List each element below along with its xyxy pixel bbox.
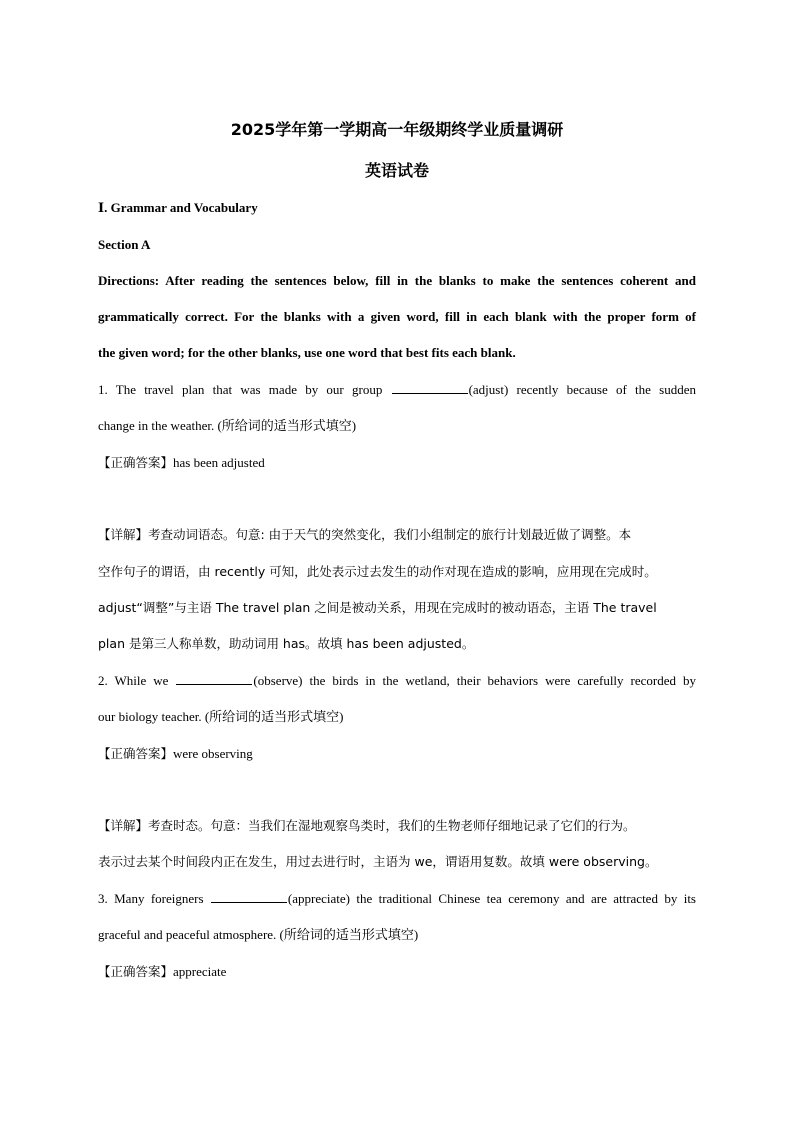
question-1-blank[interactable] <box>392 381 468 394</box>
question-3-text-a: 3. Many foreigners <box>98 891 210 906</box>
answer-label: 【正确答案】 <box>98 746 174 761</box>
question-1-text-a: 1. The travel plan that was made by our group <box>98 382 391 397</box>
question-1-line-1 <box>98 381 696 399</box>
question-3-blank[interactable] <box>211 890 287 903</box>
question-1-text-b: (adjust) recently because of the sudden <box>468 382 696 397</box>
question-2-explain-2: 表示过去某个时间段内正在发生，用过去进行时，主语为 we，谓语用复数。故填 were observing。 <box>98 854 658 869</box>
answer-value: has been adjusted <box>173 455 265 470</box>
directions-line-3: the given word; for the other blanks, use one word that best fits each blank. <box>98 345 516 360</box>
question-1-explain-4: plan 是第三人称单数，助动词用 has。故填 has been adjusted。 <box>98 636 475 651</box>
question-2-blank[interactable] <box>176 672 252 685</box>
question-3-text-b: (appreciate) the traditional Chinese tea ceremony and are attracted by its <box>287 891 696 906</box>
question-1-explain-1: 【详解】考查动词语态。句意: 由于天气的突然变化，我们小组制定的旅行计划最近做了调整。本 <box>98 527 632 542</box>
question-3-line-1 <box>98 890 696 908</box>
document-subtitle: 英语试卷 <box>364 161 429 180</box>
answer-label: 【正确答案】 <box>98 964 174 979</box>
question-3-answer <box>98 963 696 981</box>
section-name: Section A <box>98 237 151 252</box>
directions-line-1: Directions: After reading the sentences below, fill in the blanks to make the sentences coherent and <box>98 273 696 288</box>
answer-value: appreciate <box>173 964 227 979</box>
directions-line-2: grammatically correct. For the blanks with a given word, fill in each blank with the proper form of <box>98 309 696 324</box>
answer-label: 【正确答案】 <box>98 455 174 470</box>
question-1-line-2: change in the weather. (所给词的适当形式填空) <box>98 418 357 433</box>
question-2-text-a: 2. While we <box>98 673 176 688</box>
question-2-line-1 <box>98 672 696 690</box>
question-2-line-2: our biology teacher. (所给词的适当形式填空) <box>98 709 344 724</box>
question-2-answer <box>98 745 696 763</box>
question-1-explain-3: adjust“调整”与主语 The travel plan 之间是被动关系，用现在完成时的被动语态，主语 The travel <box>98 600 657 615</box>
question-2-text-b: (observe) the birds in the wetland, their behaviors were carefully recorded by <box>253 673 696 688</box>
question-2-explain-1: 【详解】考查时态。句意：当我们在湿地观察鸟类时，我们的生物老师仔细地记录了它们的行为。 <box>98 818 636 833</box>
document-title: 2025学年第一学期高一年级期终学业质量调研 <box>230 120 564 139</box>
question-1-answer <box>98 454 696 472</box>
answer-value: were observing <box>173 746 253 761</box>
question-3-line-2: graceful and peaceful atmosphere. (所给词的适当形式填空) <box>98 927 419 942</box>
question-1-explain-2: 空作句子的谓语，由 recently 可知，此处表示过去发生的动作对现在造成的影响，应用现在完成时。 <box>98 564 657 579</box>
section-heading: Ⅰ. Grammar and Vocabulary <box>98 200 258 215</box>
